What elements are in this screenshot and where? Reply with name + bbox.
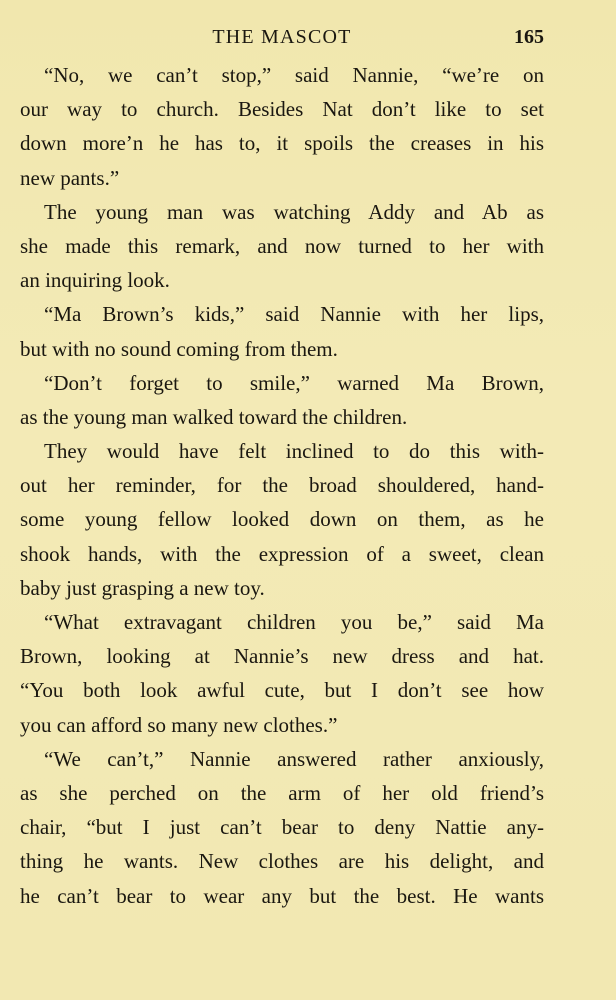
text-line: “You both look awful cute, but I don’t see how — [20, 678, 544, 703]
text-line: our way to church. Besides Nat don’t like to set — [20, 97, 544, 122]
text-line: thing he wants. New clothes are his delight, and — [20, 849, 544, 874]
text-line: an inquiring look. — [20, 268, 170, 293]
running-title: THE MASCOT — [212, 26, 352, 48]
page-number: 165 — [514, 26, 544, 48]
text-line: “What extravagant children you be,” said Ma — [44, 610, 544, 634]
text-line: “Ma Brown’s kids,” said Nannie with her lips, — [44, 302, 544, 327]
body-text — [20, 58, 544, 913]
text-line: out her reminder, for the broad shouldered, hand- — [20, 473, 544, 498]
running-head — [20, 24, 544, 50]
text-line: baby just grasping a new toy. — [20, 575, 265, 600]
text-line: “No, we can’t stop,” said Nannie, “we’re on — [44, 63, 544, 87]
text-line: some young fellow looked down on them, as he — [20, 507, 544, 532]
text-line: new pants.” — [20, 165, 120, 190]
text-line: They would have felt inclined to do this with- — [44, 439, 544, 464]
text-line: “Don’t forget to smile,” warned Ma Brown, — [44, 370, 544, 395]
text-line: she made this remark, and now turned to her with — [20, 233, 544, 258]
text-line: “We can’t,” Nannie answered rather anxiously, — [44, 746, 544, 771]
text-line: he can’t bear to wear any but the best. He wants — [20, 883, 544, 908]
text-line: shook hands, with the expression of a sweet, clean — [20, 541, 544, 566]
text-line: The young man was watching Addy and Ab as — [44, 199, 544, 224]
text-line: chair, “but I just can’t bear to deny Nattie any- — [20, 815, 544, 840]
text-line: down more’n he has to, it spoils the creases in his — [20, 131, 544, 156]
text-line: you can afford so many new clothes.” — [20, 712, 338, 737]
text-line: but with no sound coming from them. — [20, 336, 338, 361]
text-line: Brown, looking at Nannie’s new dress and hat. — [20, 644, 544, 669]
text-line: as she perched on the arm of her old friend’s — [20, 780, 544, 805]
text-line: as the young man walked toward the children. — [20, 404, 408, 429]
